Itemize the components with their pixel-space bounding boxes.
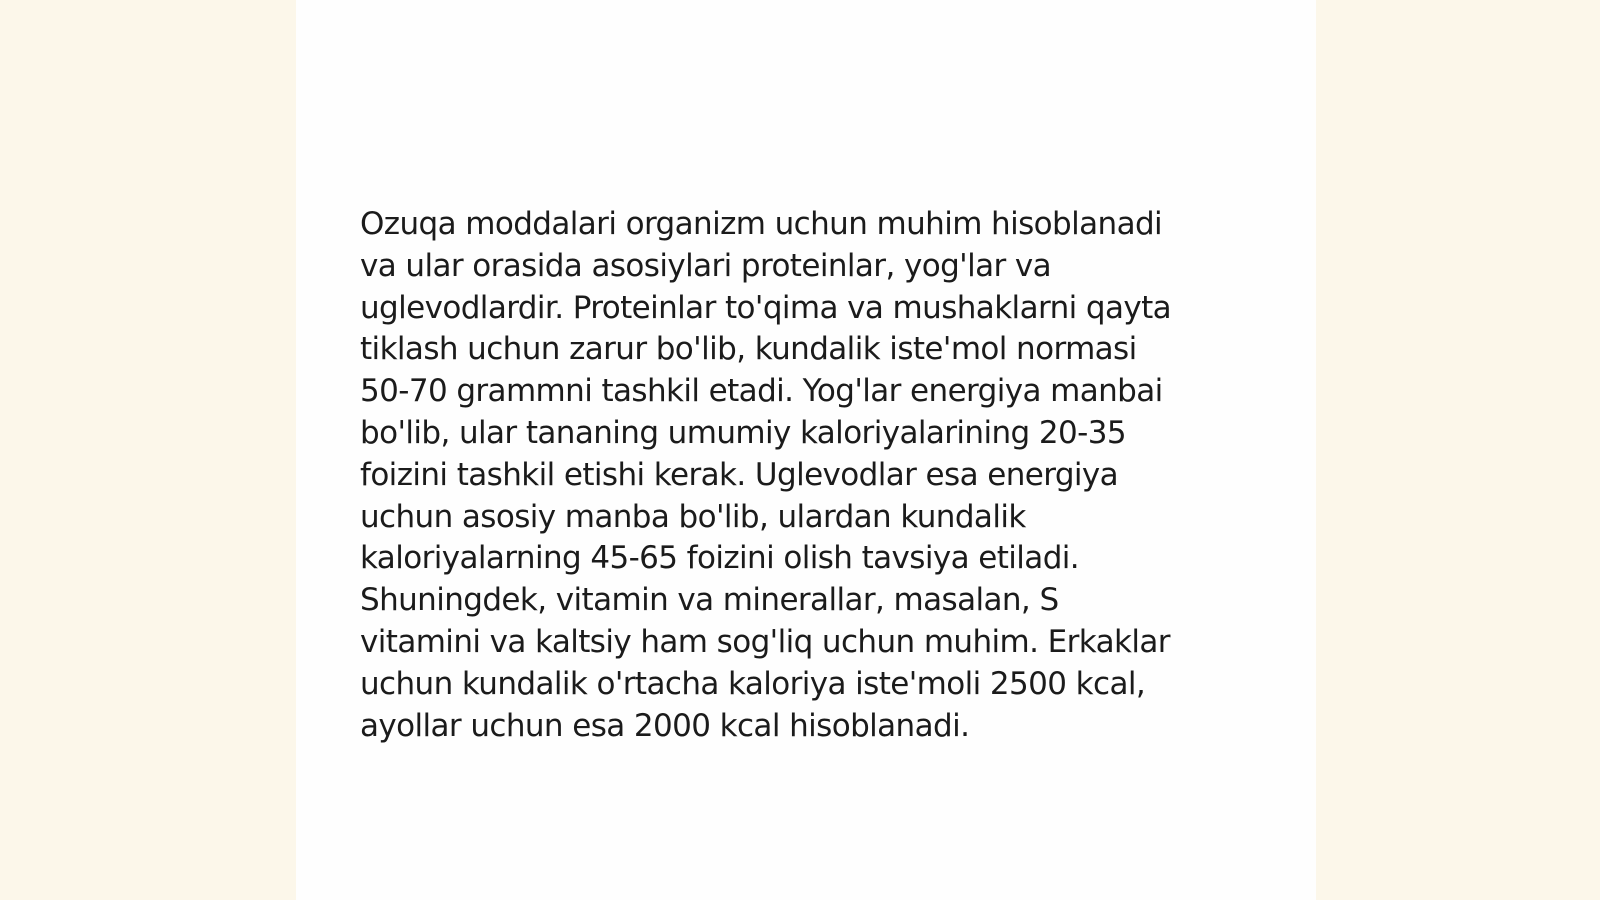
- paragraph-line: uchun asosiy manba bo'lib, ulardan kundalik: [360, 498, 1026, 535]
- paragraph-line: foizini tashkil etishi kerak. Uglevodlar esa energiya: [360, 456, 1119, 493]
- paragraph-line: 50-70 grammni tashkil etadi. Yog'lar energiya manbai: [360, 373, 1163, 410]
- paragraph-line: kaloriyalarning 45-65 foizini olish tavsiya etiladi.: [360, 540, 1080, 577]
- paragraph-line: Ozuqa moddalari organizm uchun muhim hisoblanadi: [360, 206, 1163, 242]
- body-paragraph: [360, 204, 1260, 747]
- paragraph-line: vitamini va kaltsiy ham sog'liq uchun muhim. Erkaklar: [360, 623, 1170, 660]
- paragraph-line: uglevodlardir. Proteinlar to'qima va mushaklarni qayta: [360, 289, 1172, 326]
- paragraph-line: tiklash uchun zarur bo'lib, kundalik iste'mol normasi: [360, 331, 1137, 368]
- document-page: [296, 0, 1316, 900]
- paragraph-line: va ular orasida asosiylari proteinlar, yog'lar va: [360, 247, 1052, 284]
- paragraph-line: ayollar uchun esa 2000 kcal hisoblanadi.: [360, 707, 970, 744]
- paragraph-line: bo'lib, ular tananing umumiy kaloriyalarining 20-35: [360, 414, 1126, 451]
- paragraph-line: uchun kundalik o'rtacha kaloriya iste'moli 2500 kcal,: [360, 665, 1146, 702]
- paragraph-line: Shuningdek, vitamin va minerallar, masalan, S: [360, 582, 1059, 619]
